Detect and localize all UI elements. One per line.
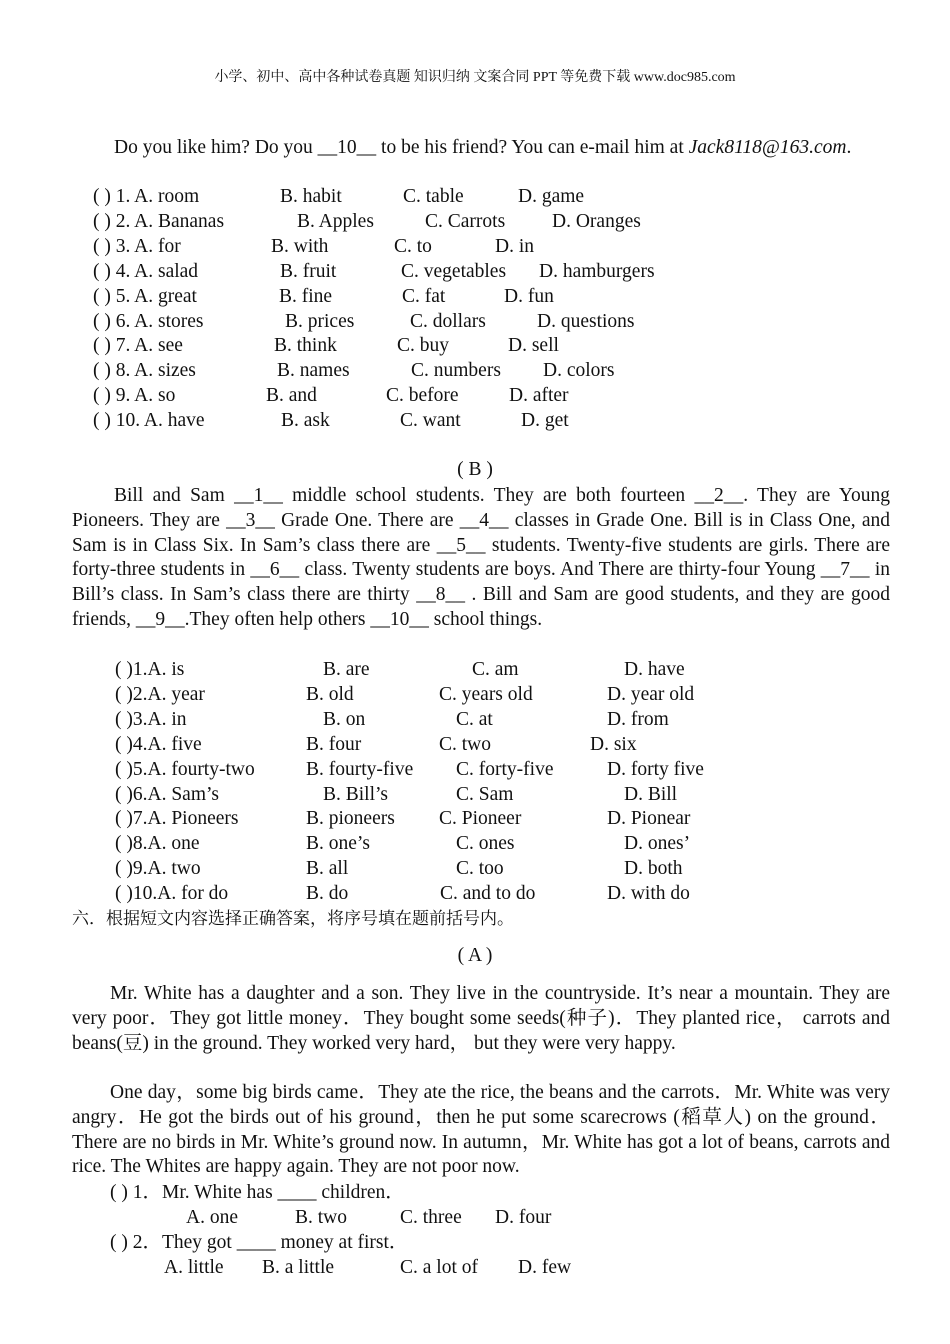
option-b: B. Apples	[297, 210, 374, 232]
option-d: D. four	[495, 1207, 552, 1228]
section-6-heading: ( A )	[457, 945, 493, 966]
question-number: ( )9.A. two	[115, 858, 201, 880]
option-d: D. six	[590, 733, 637, 755]
option-c: C. numbers	[411, 360, 501, 382]
option-c: C. buy	[397, 335, 450, 357]
question-number: ( )6.A. Sam’s	[115, 783, 219, 805]
intro-paragraph	[72, 136, 890, 161]
option-row	[0, 409, 950, 434]
option-b: B. are	[323, 659, 370, 680]
option-c: C. too	[456, 858, 504, 880]
section-b-passage	[72, 484, 890, 633]
section-b-heading: ( B )	[457, 459, 493, 480]
question-number: ( ) 8. A. sizes	[93, 360, 196, 382]
option-d: D. hamburgers	[539, 260, 655, 282]
option-b: B. names	[277, 360, 350, 382]
option-row	[0, 1206, 950, 1231]
option-row	[0, 857, 950, 882]
section-6-paragraph-2-text: One day，some big birds came．They ate the rice, the beans and the carrots．Mr. White was very angry．He got the birds out of his ground，then he put some scarecrows (稻草人) on the ground．There are no birds in Mr. White’s ground now. In autumn，Mr. White has got a lot of beans, carrots and rice. The Whites are happy again. They are not poor now.	[72, 1082, 890, 1178]
option-row	[0, 310, 950, 335]
intro-period: .	[846, 137, 852, 158]
section-6-paragraph-2	[72, 1081, 890, 1180]
question-number: ( )5.A. fourty-two	[115, 758, 255, 780]
option-d: D. Pionear	[607, 808, 691, 830]
option-b: B. prices	[285, 310, 355, 332]
option-b: B. ask	[281, 410, 330, 432]
question-number: ( ) 10. A. have	[93, 410, 205, 432]
option-a: A. little	[164, 1257, 224, 1278]
option-b: B. Bill’s	[323, 783, 389, 805]
question-number: ( ) 5. A. great	[93, 285, 197, 307]
question-number: ( )3.A. in	[115, 708, 187, 730]
option-a: A. one	[186, 1207, 238, 1228]
option-b: B. pioneers	[306, 808, 395, 830]
option-d: D. year old	[607, 683, 695, 705]
question-number: ( ) 9. A. so	[93, 385, 176, 407]
option-b: B. a little	[262, 1257, 335, 1278]
page-header: 小学、初中、高中各种试卷真题 知识归纳 文案合同 PPT 等免费下载 www.doc985.com	[214, 70, 736, 85]
option-row	[0, 882, 950, 907]
option-d: D. Oranges	[552, 210, 641, 232]
option-c: C. a lot of	[400, 1257, 478, 1278]
option-c: C. dollars	[410, 310, 486, 332]
option-b: B. four	[306, 733, 362, 755]
option-b: B. habit	[280, 186, 342, 207]
option-d: D. fun	[504, 285, 554, 307]
question-number: ( ) 2. A. Bananas	[93, 210, 225, 232]
question-number: ( ) 3. A. for	[93, 235, 181, 257]
option-row	[0, 334, 950, 359]
option-row	[0, 783, 950, 808]
option-b: B. and	[266, 385, 317, 407]
question-number: ( )1.A. is	[115, 659, 185, 680]
option-row	[0, 1231, 950, 1256]
option-c: C. at	[456, 708, 493, 730]
question-number: ( )2.A. year	[115, 683, 205, 705]
option-b: B. old	[306, 683, 354, 705]
question-number: ( )10.A. for do	[115, 883, 229, 905]
option-b: B. all	[306, 858, 349, 880]
option-d: D. colors	[543, 360, 615, 382]
question-text: ( ) 1．Mr. White has ____ children．	[110, 1182, 405, 1203]
question-text: ( ) 2．They got ____ money at first．	[110, 1232, 409, 1253]
option-d: D. with do	[607, 883, 690, 905]
option-row	[0, 235, 950, 260]
option-row	[0, 260, 950, 285]
option-row	[0, 285, 950, 310]
question-number: ( )4.A. five	[115, 733, 202, 755]
option-d: D. ones’	[624, 833, 691, 855]
option-d: D. from	[607, 708, 669, 730]
option-row	[0, 733, 950, 758]
option-d: D. in	[495, 235, 534, 257]
option-c: C. table	[403, 186, 464, 207]
option-row	[0, 384, 950, 409]
option-c: C. three	[400, 1207, 462, 1228]
option-row	[0, 359, 950, 384]
option-d: D. game	[518, 186, 585, 207]
option-c: C. fat	[402, 285, 446, 307]
question-number: ( )8.A. one	[115, 833, 200, 855]
option-d: D. both	[624, 858, 683, 880]
option-c: C. years old	[439, 683, 533, 705]
option-row	[0, 658, 950, 683]
option-c: C. ones	[456, 833, 515, 855]
option-c: C. want	[400, 410, 461, 432]
option-b: B. fourty-five	[306, 758, 414, 780]
option-d: D. get	[521, 410, 569, 432]
question-number: ( ) 7. A. see	[93, 335, 183, 357]
section-6-paragraph-1-text: Mr. White has a daughter and a son. They live in the countryside. It’s near a mountain. They are very poor．They got little money．They bought some seeds(种子)．They planted rice， carrots and beans(豆) in the ground. They worked very hard， but they were very happy.	[72, 983, 890, 1054]
option-c: C. vegetables	[401, 260, 507, 282]
option-d: D. have	[624, 659, 685, 680]
question-number: ( )7.A. Pioneers	[115, 808, 239, 830]
option-c: C. am	[472, 659, 519, 680]
option-c: C. Carrots	[425, 210, 506, 232]
option-row	[0, 832, 950, 857]
option-c: C. two	[439, 733, 492, 755]
option-row	[0, 758, 950, 783]
option-row	[0, 708, 950, 733]
option-d: D. few	[518, 1257, 572, 1278]
option-c: C. forty-five	[456, 758, 554, 780]
option-d: D. Bill	[624, 783, 678, 805]
option-c: C. and to do	[440, 883, 536, 905]
option-b: B. two	[295, 1207, 348, 1228]
option-d: D. questions	[537, 310, 635, 332]
option-row	[0, 807, 950, 832]
option-c: C. Pioneer	[439, 808, 522, 830]
option-b: B. fine	[279, 285, 333, 307]
option-row	[0, 683, 950, 708]
option-b: B. with	[271, 235, 329, 257]
section-6-instruction: 六．根据短文内容选择正确答案，将序号填在题前括号内。	[72, 909, 514, 928]
option-b: B. one’s	[306, 833, 370, 855]
option-d: D. after	[509, 385, 569, 407]
email-address: Jack8118@163.com	[688, 137, 847, 158]
option-d: D. sell	[508, 335, 559, 357]
option-b: B. fruit	[280, 260, 337, 282]
option-b: B. on	[323, 708, 366, 730]
intro-text: Do you like him? Do you __10__ to be his friend? You can e-mail him at	[114, 137, 684, 158]
section-b-passage-text: Bill and Sam __1__ middle school students. They are both fourteen __2__. They are Young Pioneers. They are __3__ Grade One. There are __4__ classes in Grade One. Bill is in Class One, and Sam is in Class Six. In Sam’s class there are __5__ students. Twenty-five students are girls. There are forty-three students in __6__ class. Twenty students are boys. And There are thirty-four Young __7__ in Bill’s class. In Sam’s class there are thirty __8__ . Bill and Sam are good students, and they are good friends, __9__.They often help others __10__ school things.	[72, 485, 890, 630]
option-c: C. before	[386, 385, 459, 407]
option-b: B. do	[306, 883, 349, 905]
option-row	[0, 210, 950, 235]
option-d: D. forty five	[607, 758, 704, 780]
option-row	[0, 1181, 950, 1206]
option-row	[0, 1256, 950, 1281]
question-number: ( ) 4. A. salad	[93, 260, 199, 282]
option-row	[0, 185, 950, 210]
question-number: ( ) 1. A. room	[93, 186, 200, 207]
option-b: B. think	[274, 335, 337, 357]
section-6-paragraph-1	[72, 982, 890, 1056]
option-c: C. to	[394, 235, 432, 257]
question-number: ( ) 6. A. stores	[93, 310, 204, 332]
option-c: C. Sam	[456, 783, 514, 805]
